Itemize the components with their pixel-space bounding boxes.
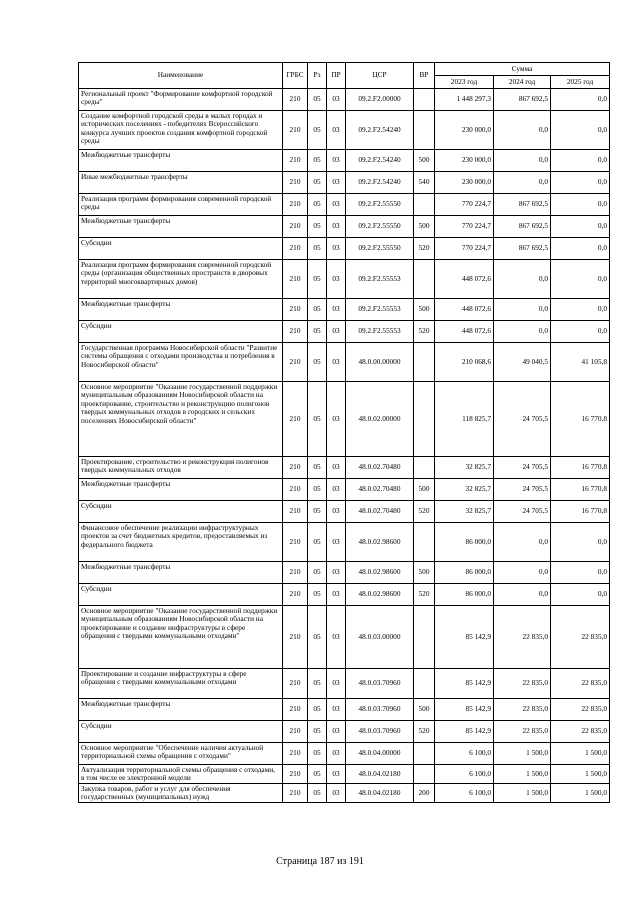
cell-pr: 03 (327, 501, 346, 523)
cell-2025: 41 105,8 (551, 343, 610, 382)
cell-pr: 03 (327, 299, 346, 321)
cell-csr: 48.0.02.98600 (346, 562, 414, 584)
cell-vr (414, 669, 435, 699)
cell-vr: 200 (414, 783, 435, 802)
table-row (79, 343, 610, 382)
cell-csr: 09.2.F2.54240 (346, 150, 414, 172)
cell-vr (414, 111, 435, 150)
table-row (79, 669, 610, 699)
cell-rz: 05 (308, 194, 327, 216)
cell-2025: 0,0 (551, 584, 610, 606)
cell-2023: 86 000,0 (435, 523, 494, 562)
cell-2025: 0,0 (551, 321, 610, 343)
cell-rz: 05 (308, 111, 327, 150)
header-name: Наименование (79, 63, 283, 89)
cell-2025: 22 835,0 (551, 721, 610, 743)
cell-vr: 520 (414, 501, 435, 523)
cell-name: Финансовое обеспечение реализации инфраструктурных проектов за счет бюджетных кредитов, предоставляемых из федерального бюджета (79, 523, 283, 562)
cell-name: Субсидии (79, 321, 283, 343)
table-row (79, 216, 610, 238)
cell-2025: 22 835,0 (551, 606, 610, 669)
cell-rz: 05 (308, 606, 327, 669)
cell-grbs: 210 (283, 562, 308, 584)
table-row (79, 238, 610, 260)
cell-2023: 85 142,9 (435, 606, 494, 669)
cell-2024: 867 692,5 (494, 194, 551, 216)
cell-2024: 0,0 (494, 299, 551, 321)
cell-2025: 0,0 (551, 150, 610, 172)
cell-rz: 05 (308, 479, 327, 501)
cell-vr: 500 (414, 479, 435, 501)
cell-grbs: 210 (283, 699, 308, 721)
cell-csr: 48.0.02.98600 (346, 523, 414, 562)
cell-2025: 0,0 (551, 111, 610, 150)
cell-2024: 49 040,5 (494, 343, 551, 382)
cell-pr: 03 (327, 523, 346, 562)
cell-pr: 03 (327, 194, 346, 216)
cell-2023: 86 000,0 (435, 562, 494, 584)
cell-pr: 03 (327, 584, 346, 606)
cell-rz: 05 (308, 216, 327, 238)
cell-csr: 48.0.04.00000 (346, 743, 414, 765)
cell-grbs: 210 (283, 111, 308, 150)
cell-vr (414, 382, 435, 457)
header-year-2024: 2024 год (494, 76, 551, 89)
cell-2024: 22 835,0 (494, 721, 551, 743)
cell-2023: 1 448 297,3 (435, 89, 494, 111)
cell-vr (414, 194, 435, 216)
cell-grbs: 210 (283, 150, 308, 172)
cell-name: Региональный проект "Формирование комфортной городской среды" (79, 89, 283, 111)
cell-grbs: 210 (283, 89, 308, 111)
table-row (79, 299, 610, 321)
cell-2024: 1 500,0 (494, 743, 551, 765)
cell-2023: 230 000,0 (435, 172, 494, 194)
table-row (79, 765, 610, 784)
cell-pr: 03 (327, 150, 346, 172)
cell-csr: 09.2.F2.54240 (346, 172, 414, 194)
cell-csr: 48.0.04.02180 (346, 783, 414, 802)
cell-grbs: 210 (283, 321, 308, 343)
cell-vr (414, 743, 435, 765)
cell-name: Субсидии (79, 721, 283, 743)
cell-2023: 6 100,0 (435, 743, 494, 765)
cell-2024: 867 692,5 (494, 238, 551, 260)
cell-2025: 22 835,0 (551, 669, 610, 699)
cell-2024: 0,0 (494, 260, 551, 299)
cell-name: Субсидии (79, 501, 283, 523)
cell-2025: 16 770,8 (551, 479, 610, 501)
cell-csr: 48.0.02.70480 (346, 479, 414, 501)
cell-grbs: 210 (283, 765, 308, 784)
cell-pr: 03 (327, 721, 346, 743)
cell-csr: 09.2.F2.55550 (346, 238, 414, 260)
cell-grbs: 210 (283, 743, 308, 765)
cell-2024: 24 705,5 (494, 501, 551, 523)
cell-pr: 03 (327, 743, 346, 765)
cell-2023: 770 224,7 (435, 216, 494, 238)
cell-grbs: 210 (283, 501, 308, 523)
header-sum: Сумма (435, 63, 610, 76)
cell-2024: 24 705,5 (494, 382, 551, 457)
cell-rz: 05 (308, 523, 327, 562)
table-row (79, 172, 610, 194)
cell-vr: 520 (414, 721, 435, 743)
cell-2025: 1 500,0 (551, 743, 610, 765)
cell-vr (414, 89, 435, 111)
cell-csr: 48.0.02.70480 (346, 501, 414, 523)
cell-pr: 03 (327, 765, 346, 784)
cell-2023: 86 000,0 (435, 584, 494, 606)
cell-vr (414, 260, 435, 299)
table-body (79, 89, 610, 803)
table-row (79, 260, 610, 299)
table-row (79, 523, 610, 562)
cell-grbs: 210 (283, 382, 308, 457)
cell-2025: 0,0 (551, 216, 610, 238)
cell-vr: 520 (414, 584, 435, 606)
cell-2023: 32 825,7 (435, 479, 494, 501)
cell-rz: 05 (308, 584, 327, 606)
cell-csr: 48.0.02.70480 (346, 457, 414, 479)
cell-2025: 0,0 (551, 238, 610, 260)
cell-2024: 867 692,5 (494, 216, 551, 238)
cell-rz: 05 (308, 321, 327, 343)
cell-rz: 05 (308, 343, 327, 382)
cell-vr: 500 (414, 216, 435, 238)
cell-rz: 05 (308, 501, 327, 523)
cell-csr: 09.2.F2.54240 (346, 111, 414, 150)
cell-grbs: 210 (283, 299, 308, 321)
cell-pr: 03 (327, 562, 346, 584)
cell-grbs: 210 (283, 172, 308, 194)
cell-grbs: 210 (283, 194, 308, 216)
cell-rz: 05 (308, 721, 327, 743)
cell-name: Реализация программ формирования современной городской среды (организация общественных пространств в дворовых территорий многоквартирных домов) (79, 260, 283, 299)
cell-2024: 0,0 (494, 584, 551, 606)
cell-name: Иные межбюджетные трансферты (79, 172, 283, 194)
table-row (79, 699, 610, 721)
cell-2025: 0,0 (551, 172, 610, 194)
cell-csr: 09.2.F2.55550 (346, 194, 414, 216)
cell-name: Закупка товаров, работ и услуг для обеспечения государственных (муниципальных) нужд (79, 783, 283, 802)
cell-2023: 770 224,7 (435, 238, 494, 260)
cell-rz: 05 (308, 150, 327, 172)
cell-2023: 770 224,7 (435, 194, 494, 216)
table-row (79, 606, 610, 669)
cell-rz: 05 (308, 669, 327, 699)
table-row (79, 743, 610, 765)
cell-2024: 867 692,5 (494, 89, 551, 111)
cell-grbs: 210 (283, 523, 308, 562)
cell-2025: 16 770,8 (551, 382, 610, 457)
table-row (79, 89, 610, 111)
cell-2024: 0,0 (494, 562, 551, 584)
cell-name: Субсидии (79, 584, 283, 606)
cell-name: Создание комфортной городской среды в малых городах и исторических поселениях - победителях Всероссийского конкурса лучших проектов создания комфортной городской среды (79, 111, 283, 150)
cell-2025: 16 770,8 (551, 457, 610, 479)
table-row (79, 457, 610, 479)
cell-vr (414, 523, 435, 562)
cell-2025: 16 770,8 (551, 501, 610, 523)
cell-2024: 22 835,0 (494, 669, 551, 699)
cell-2025: 0,0 (551, 194, 610, 216)
cell-name: Межбюджетные трансферты (79, 562, 283, 584)
header-year-2025: 2025 год (551, 76, 610, 89)
cell-2023: 85 142,9 (435, 699, 494, 721)
cell-grbs: 210 (283, 479, 308, 501)
cell-rz: 05 (308, 783, 327, 802)
cell-rz: 05 (308, 382, 327, 457)
table-row (79, 111, 610, 150)
cell-rz: 05 (308, 260, 327, 299)
cell-2023: 230 000,0 (435, 111, 494, 150)
cell-csr: 48.0.04.02180 (346, 765, 414, 784)
cell-2025: 22 835,0 (551, 699, 610, 721)
cell-pr: 03 (327, 669, 346, 699)
cell-2025: 0,0 (551, 562, 610, 584)
cell-name: Субсидии (79, 238, 283, 260)
cell-vr: 520 (414, 321, 435, 343)
cell-name: Межбюджетные трансферты (79, 216, 283, 238)
table-row (79, 783, 610, 802)
cell-rz: 05 (308, 562, 327, 584)
cell-pr: 03 (327, 89, 346, 111)
table-row (79, 382, 610, 457)
header-pr: ПР (327, 63, 346, 89)
cell-2025: 1 500,0 (551, 783, 610, 802)
cell-name: Основное мероприятие "Оказание государственной поддержки муниципальным образованиям Новосибирской области на проектирование и создание инфраструктуры в сфере обращения с твердыми коммунальными отходами" (79, 606, 283, 669)
cell-csr: 48.0.03.70960 (346, 699, 414, 721)
cell-pr: 03 (327, 606, 346, 669)
cell-pr: 03 (327, 457, 346, 479)
cell-vr: 520 (414, 238, 435, 260)
cell-grbs: 210 (283, 343, 308, 382)
cell-pr: 03 (327, 699, 346, 721)
cell-rz: 05 (308, 765, 327, 784)
cell-name: Государственная программа Новосибирской области "Развитие системы обращения с отходами производства и потребления в Новосибирской области" (79, 343, 283, 382)
cell-vr: 500 (414, 150, 435, 172)
header-rz: Рз (308, 63, 327, 89)
cell-pr: 03 (327, 479, 346, 501)
cell-name: Основное мероприятие "Обеспечение наличия актуальной территориальной схемы обращения с отходами" (79, 743, 283, 765)
cell-rz: 05 (308, 172, 327, 194)
cell-2024: 0,0 (494, 111, 551, 150)
cell-pr: 03 (327, 321, 346, 343)
cell-2023: 6 100,0 (435, 765, 494, 784)
cell-name: Межбюджетные трансферты (79, 299, 283, 321)
cell-csr: 48.0.03.00000 (346, 606, 414, 669)
cell-pr: 03 (327, 783, 346, 802)
cell-vr (414, 765, 435, 784)
table-row (79, 562, 610, 584)
header-year-2023: 2023 год (435, 76, 494, 89)
cell-2024: 1 500,0 (494, 765, 551, 784)
cell-name: Проектирование, строительство и реконструкция полигонов твердых коммунальных отходов (79, 457, 283, 479)
cell-rz: 05 (308, 743, 327, 765)
cell-2024: 22 835,0 (494, 606, 551, 669)
cell-2024: 22 835,0 (494, 699, 551, 721)
cell-csr: 48.0.03.70960 (346, 721, 414, 743)
cell-name: Межбюджетные трансферты (79, 479, 283, 501)
cell-csr: 48.0.03.70960 (346, 669, 414, 699)
cell-rz: 05 (308, 89, 327, 111)
cell-rz: 05 (308, 457, 327, 479)
cell-2025: 0,0 (551, 260, 610, 299)
cell-vr: 500 (414, 699, 435, 721)
cell-csr: 09.2.F2.55550 (346, 216, 414, 238)
table-row (79, 721, 610, 743)
table-row (79, 150, 610, 172)
budget-table (78, 62, 610, 803)
cell-grbs: 210 (283, 721, 308, 743)
cell-2023: 210 068,6 (435, 343, 494, 382)
cell-2024: 1 500,0 (494, 783, 551, 802)
header-csr: ЦСР (346, 63, 414, 89)
table-row (79, 584, 610, 606)
cell-grbs: 210 (283, 238, 308, 260)
cell-vr (414, 457, 435, 479)
cell-grbs: 210 (283, 606, 308, 669)
cell-vr: 540 (414, 172, 435, 194)
cell-grbs: 210 (283, 260, 308, 299)
cell-2024: 24 705,5 (494, 479, 551, 501)
cell-2024: 0,0 (494, 172, 551, 194)
cell-csr: 09.2.F2.00000 (346, 89, 414, 111)
cell-pr: 03 (327, 382, 346, 457)
cell-name: Межбюджетные трансферты (79, 699, 283, 721)
cell-vr (414, 343, 435, 382)
table-row (79, 321, 610, 343)
cell-2023: 85 142,9 (435, 721, 494, 743)
table-row (79, 194, 610, 216)
cell-2023: 32 825,7 (435, 457, 494, 479)
cell-csr: 48.0.02.00000 (346, 382, 414, 457)
cell-name: Проектирование и создание инфраструктуры в сфере обращения с твердыми коммунальными отходами (79, 669, 283, 699)
cell-csr: 09.2.F2.55553 (346, 299, 414, 321)
cell-name: Межбюджетные трансферты (79, 150, 283, 172)
cell-pr: 03 (327, 343, 346, 382)
cell-pr: 03 (327, 111, 346, 150)
cell-csr: 09.2.F2.55553 (346, 260, 414, 299)
cell-2023: 85 142,9 (435, 669, 494, 699)
cell-pr: 03 (327, 238, 346, 260)
cell-pr: 03 (327, 172, 346, 194)
cell-grbs: 210 (283, 783, 308, 802)
cell-2023: 6 100,0 (435, 783, 494, 802)
cell-pr: 03 (327, 260, 346, 299)
cell-rz: 05 (308, 238, 327, 260)
cell-name: Актуализация территориальной схемы обращения с отходами, в том числе ее электронной модели (79, 765, 283, 784)
cell-pr: 03 (327, 216, 346, 238)
cell-grbs: 210 (283, 216, 308, 238)
cell-csr: 48.0.02.98600 (346, 584, 414, 606)
cell-2024: 0,0 (494, 523, 551, 562)
header-grbs: ГРБС (283, 63, 308, 89)
cell-2023: 448 072,6 (435, 321, 494, 343)
header-vr: ВР (414, 63, 435, 89)
cell-vr: 500 (414, 562, 435, 584)
cell-2023: 230 000,0 (435, 150, 494, 172)
cell-grbs: 210 (283, 669, 308, 699)
cell-grbs: 210 (283, 457, 308, 479)
cell-2025: 0,0 (551, 299, 610, 321)
cell-2024: 24 705,5 (494, 457, 551, 479)
page-footer: Страница 187 из 191 (276, 856, 364, 867)
cell-2024: 0,0 (494, 150, 551, 172)
cell-2023: 448 072,6 (435, 260, 494, 299)
cell-csr: 48.0.00.00000 (346, 343, 414, 382)
cell-vr (414, 606, 435, 669)
table-row (79, 501, 610, 523)
cell-name: Основное мероприятие "Оказание государственной поддержки муниципальным образованиям Новосибирской области на проектирование, строительство и реконструкцию полигонов твердых коммунальных отходов в городских и сельских поселениях Новосибирской области" (79, 382, 283, 457)
table-row (79, 479, 610, 501)
cell-2025: 0,0 (551, 523, 610, 562)
cell-2025: 0,0 (551, 89, 610, 111)
cell-2023: 118 825,7 (435, 382, 494, 457)
cell-name: Реализация программ формирования современной городской среды (79, 194, 283, 216)
cell-2024: 0,0 (494, 321, 551, 343)
cell-rz: 05 (308, 699, 327, 721)
cell-vr: 500 (414, 299, 435, 321)
cell-grbs: 210 (283, 584, 308, 606)
cell-2023: 32 825,7 (435, 501, 494, 523)
cell-csr: 09.2.F2.55553 (346, 321, 414, 343)
cell-rz: 05 (308, 299, 327, 321)
cell-2025: 1 500,0 (551, 765, 610, 784)
cell-2023: 448 072,6 (435, 299, 494, 321)
